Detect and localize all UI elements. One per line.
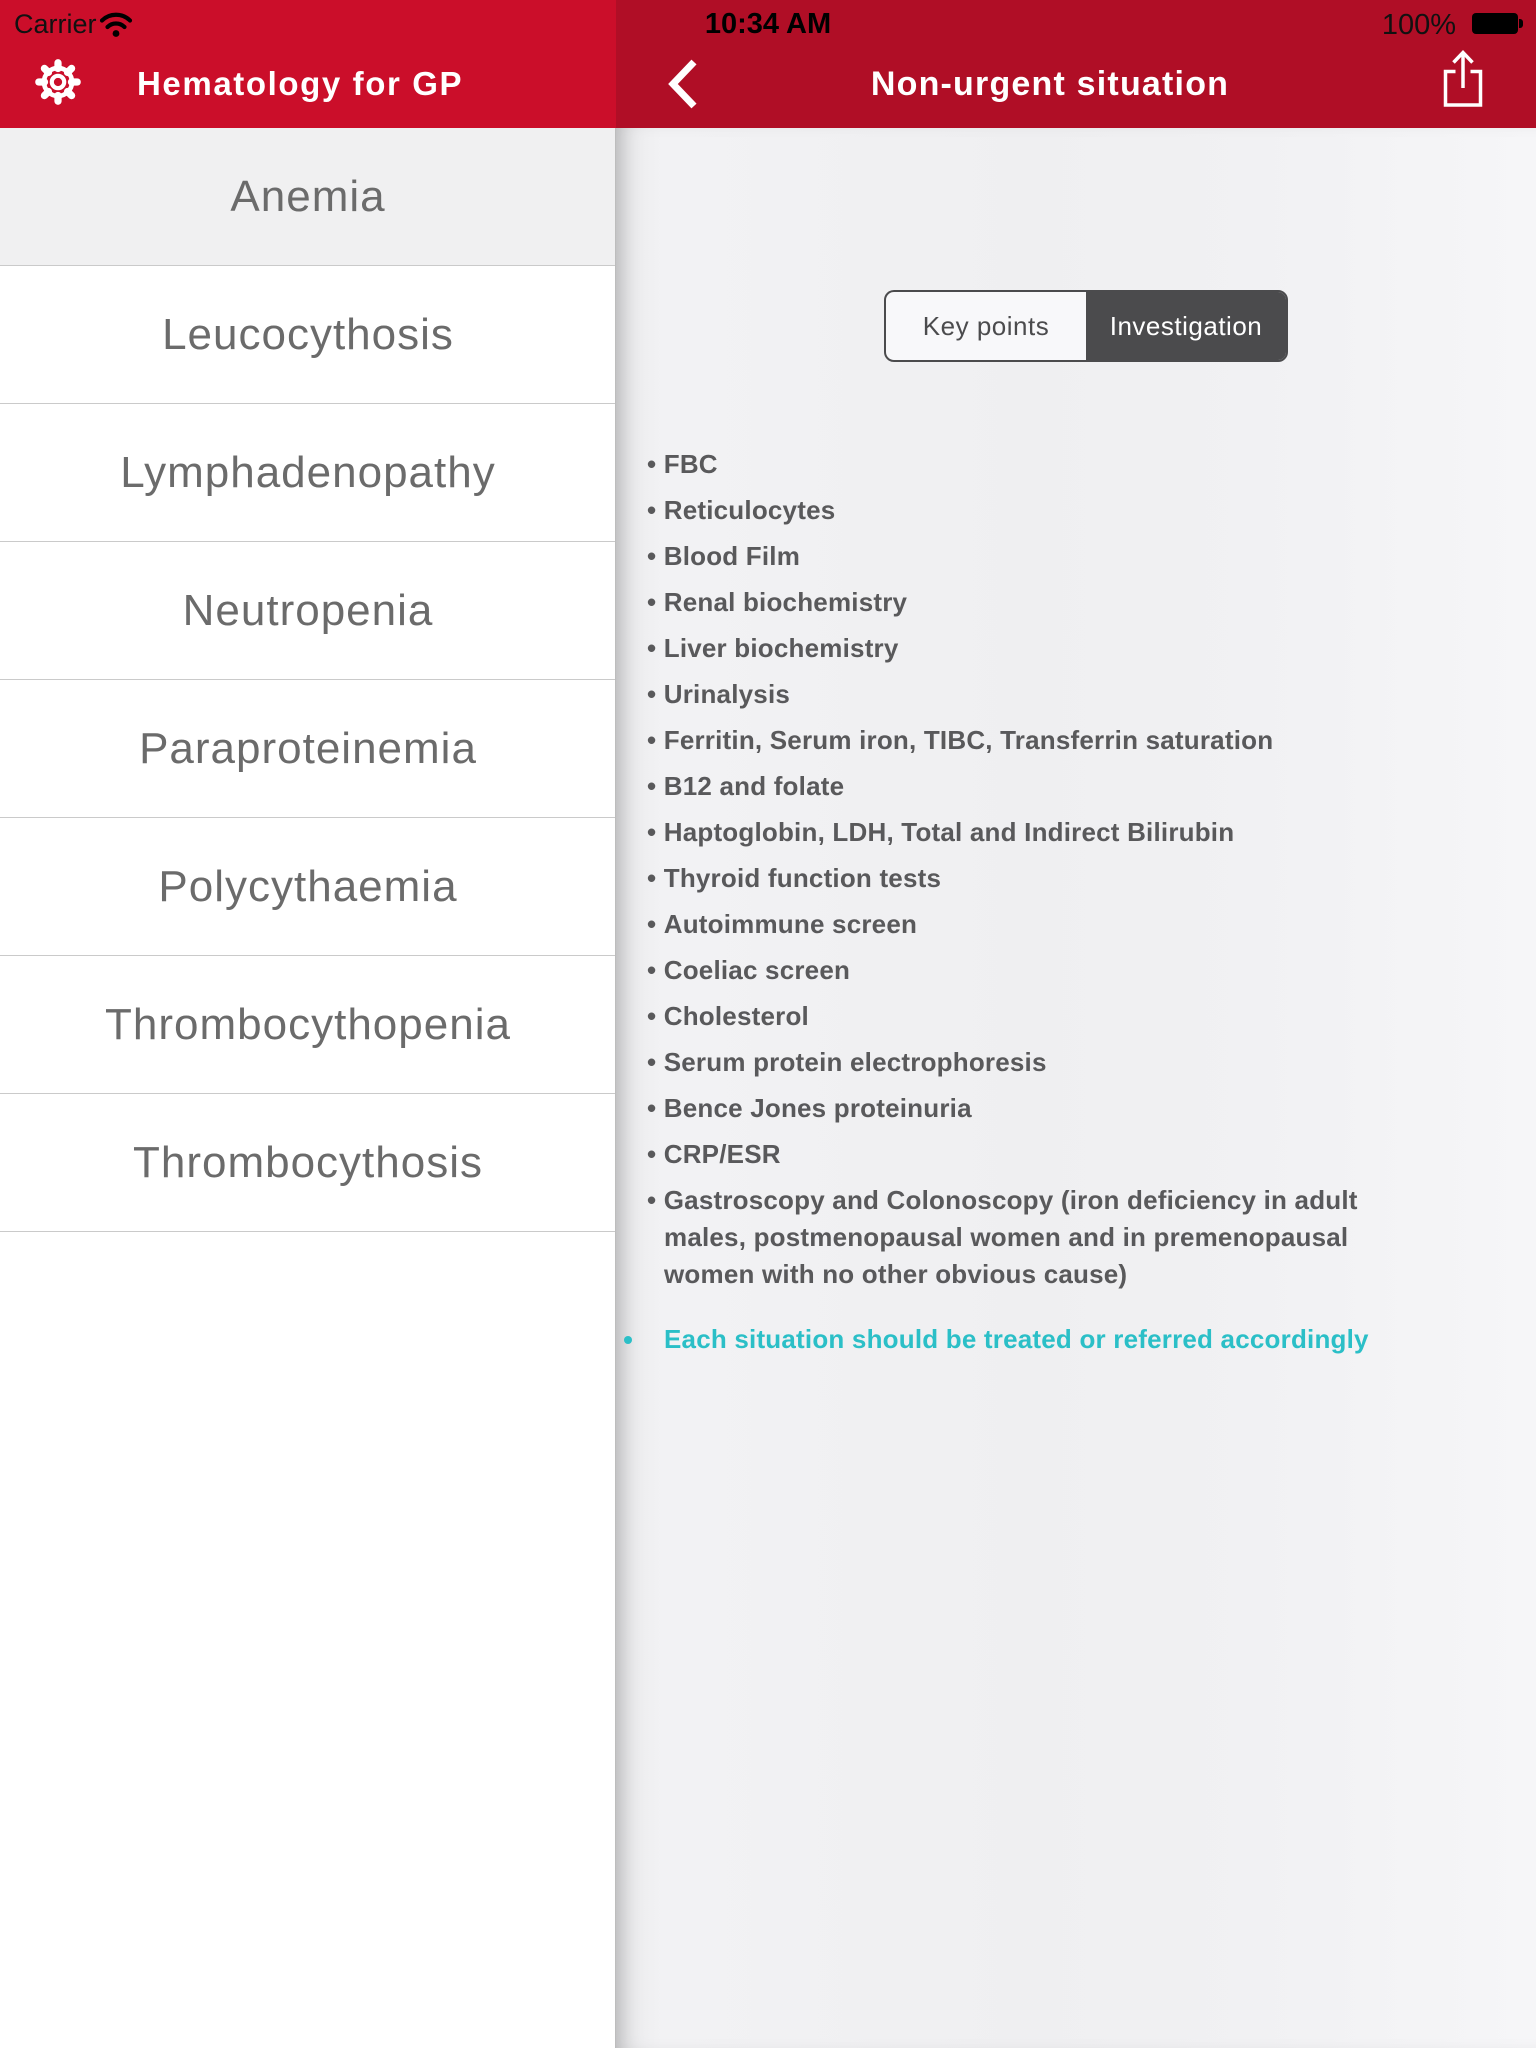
investigation-item: • Autoimmune screen (647, 906, 1427, 943)
battery-icon (1472, 13, 1518, 34)
investigation-item: • Gastroscopy and Colonoscopy (iron deficiency in adult males, postmenopausal women and in premenopausal women with no other obvious cause) (647, 1182, 1427, 1293)
condition-list-item[interactable]: Leucocythosis (0, 266, 616, 404)
investigation-item: • Cholesterol (647, 998, 1427, 1035)
investigation-item: • Reticulocytes (647, 492, 1427, 529)
condition-list-item[interactable]: Paraproteinemia (0, 680, 616, 818)
investigation-item: • FBC (647, 446, 1427, 483)
investigation-item: • CRP/ESR (647, 1136, 1427, 1173)
treatment-note: • Each situation should be treated or referred accordingly (647, 1321, 1427, 1358)
investigation-item: • Blood Film (647, 538, 1427, 575)
tab[interactable]: Investigation (1086, 292, 1286, 360)
investigation-item: • Bence Jones proteinuria (647, 1090, 1427, 1127)
condition-list (0, 128, 616, 1232)
app-title: Hematology for GP (137, 65, 464, 102)
tab-switcher (884, 290, 1288, 362)
investigation-item: • Serum protein electrophoresis (647, 1044, 1427, 1081)
share-icon[interactable] (1440, 48, 1486, 115)
tab[interactable]: Key points (922, 310, 1050, 341)
condition-list-item[interactable]: Thrombocythosis (0, 1094, 616, 1232)
detail-panel (616, 0, 1536, 2048)
investigation-item: • B12 and folate (647, 768, 1427, 805)
condition-list-item[interactable]: Lymphadenopathy (0, 404, 616, 542)
investigation-item: • Haptoglobin, LDH, Total and Indirect Bilirubin (647, 814, 1427, 851)
investigation-item: • Coeliac screen (647, 952, 1427, 989)
clock-label: 10:34 AM (704, 8, 832, 40)
battery-percent-label: 100% (1381, 9, 1456, 41)
investigation-item: • Liver biochemistry (647, 630, 1427, 667)
condition-list-item[interactable]: Neutropenia (0, 542, 616, 680)
investigation-list (647, 446, 1427, 1358)
condition-list-item[interactable]: Anemia (0, 128, 616, 266)
investigation-item: • Ferritin, Serum iron, TIBC, Transferrin saturation (647, 722, 1427, 759)
detail-content (616, 128, 1536, 2048)
page-title: Non-urgent situation (870, 65, 1230, 103)
carrier-label: Carrier (14, 9, 97, 39)
investigation-item: • Thyroid function tests (647, 860, 1427, 897)
investigation-item: • Urinalysis (647, 676, 1427, 713)
back-chevron-icon[interactable] (666, 58, 700, 115)
condition-list-item[interactable]: Thrombocythopenia (0, 956, 616, 1094)
condition-list-item[interactable]: Polycythaemia (0, 818, 616, 956)
settings-gear-icon[interactable] (30, 54, 86, 110)
investigation-item: • Renal biochemistry (647, 584, 1427, 621)
panel-divider (615, 128, 616, 2048)
